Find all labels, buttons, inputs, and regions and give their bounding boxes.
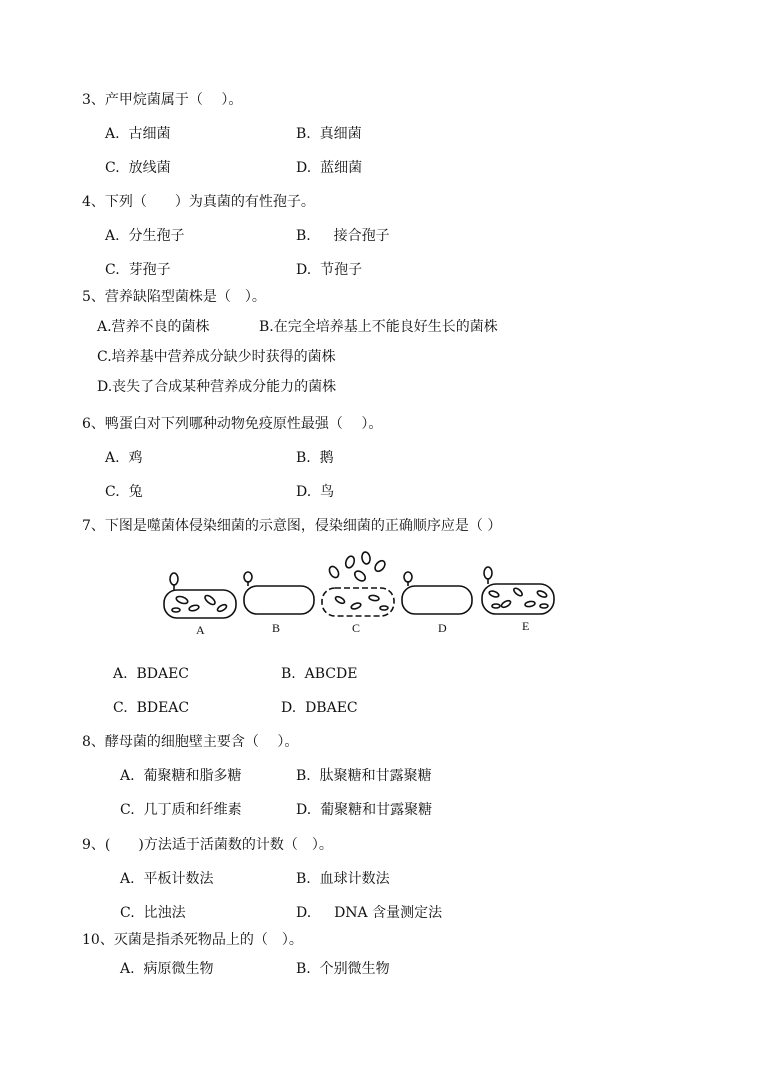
option-c: C. 芽孢子 xyxy=(105,262,171,278)
stage-c xyxy=(322,551,394,616)
option-d: D. 节孢子 xyxy=(296,262,363,278)
question-stem: 5、营养缺陷型菌株是（ ）。 xyxy=(82,289,266,305)
label-a: A xyxy=(196,623,205,637)
label-b: B xyxy=(272,621,281,635)
option-b: B. 血球计数法 xyxy=(296,871,390,887)
question-stem: 3、产甲烷菌属于（ ）。 xyxy=(82,92,243,108)
label-e: E xyxy=(522,619,530,633)
option-b: B. 肽聚糖和甘露聚糖 xyxy=(296,768,432,784)
option-a: A. 平板计数法 xyxy=(120,871,214,887)
phage-infection-diagram xyxy=(160,548,560,640)
option-b: B. 真细菌 xyxy=(296,126,362,142)
stage-e xyxy=(482,567,554,614)
question-stem: 4、下列（ ）为真菌的有性孢子。 xyxy=(82,194,315,210)
option-a: A. 鸡 xyxy=(105,450,143,466)
option-d: D. 蓝细菌 xyxy=(296,160,363,176)
option-c: C. 兔 xyxy=(105,484,143,500)
option-a: A. 病原微生物 xyxy=(120,961,214,977)
option-c: C. BDEAC xyxy=(113,700,190,716)
option-a: A. BDAEC xyxy=(113,666,190,682)
stage-b xyxy=(244,572,314,614)
option-a: A. 分生孢子 xyxy=(105,228,185,244)
option-b: B. 鹅 xyxy=(296,450,334,466)
option-a: A. 葡聚糖和脂多糖 xyxy=(120,768,242,784)
option-b: B. ABCDE xyxy=(281,666,358,682)
option-b: B. 个别微生物 xyxy=(296,961,390,977)
option-c: C. 几丁质和纤维素 xyxy=(120,802,242,818)
stage-a xyxy=(164,573,236,618)
question-stem: 9、( )方法适于活菌数的计数（ ）。 xyxy=(82,837,333,853)
option-d: D.丧失了合成某种营养成分能力的菌株 xyxy=(97,379,337,395)
option-a: A. 古细菌 xyxy=(105,126,171,142)
question-stem: 7、下图是噬菌体侵染细菌的示意图，侵染细菌的正确顺序应是（ ） xyxy=(82,518,502,534)
question-stem: 8、酵母菌的细胞壁主要含（ ）。 xyxy=(82,734,299,750)
diagram-svg xyxy=(160,548,560,640)
question-stem: 10、灭菌是指杀死物品上的（ ）。 xyxy=(82,932,303,948)
option-d: D. 鸟 xyxy=(296,484,335,500)
option-d: D. DBAEC xyxy=(281,700,358,716)
option-d: D. 葡聚糖和甘露聚糖 xyxy=(296,802,433,818)
option-d: D. DNA 含量测定法 xyxy=(296,905,443,921)
question-stem: 6、鸭蛋白对下列哪种动物免疫原性最强（ ）。 xyxy=(82,416,383,432)
option-c: C. 放线菌 xyxy=(105,160,171,176)
option-c: C. 比浊法 xyxy=(120,905,186,921)
label-c: C xyxy=(352,621,361,635)
label-d: D xyxy=(438,621,447,635)
stage-d xyxy=(402,572,472,614)
option-a: A.营养不良的菌株 xyxy=(97,319,210,335)
option-b: B. 接合孢子 xyxy=(296,228,390,244)
option-b: B.在完全培养基上不能良好生长的菌株 xyxy=(259,319,498,335)
option-c: C.培养基中营养成分缺少时获得的菌株 xyxy=(97,349,336,365)
